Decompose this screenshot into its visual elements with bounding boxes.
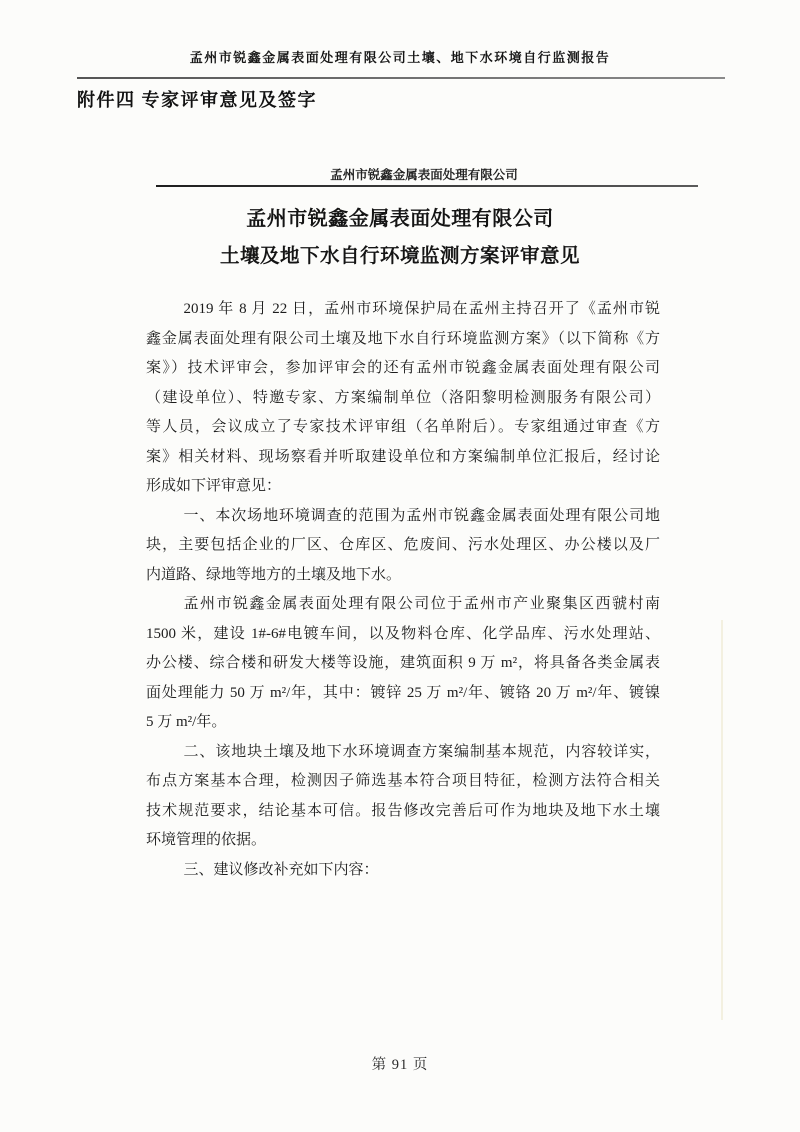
body-text-line: 形成如下评审意见： (146, 478, 282, 494)
letterhead-company-name: 孟州市锐鑫金属表面处理有限公司 (330, 168, 518, 182)
document-title-line2: 土壤及地下水自行环境监测方案评审意见 (219, 246, 580, 267)
header-rule (77, 77, 725, 79)
body-text-line: 办公楼、综合楼和研发大楼等设施，建筑面积 9 万 m²，将具备各类金属表 (146, 655, 660, 671)
body-text-line: 2019 年 8 月 22 日，孟州市环境保护局在孟州主持召开了《孟州市锐 (183, 301, 660, 317)
body-text-line: 技术规范要求，结论基本可信。报告修改完善后可作为地块及地下水土壤 (146, 802, 660, 819)
body-text-line: 案》相关材料、现场察看并听取建设单位和方案编制单位汇报后，经讨论 (146, 448, 660, 465)
body-text-line: 内道路、绿地等地方的土壤及地下水。 (146, 566, 402, 583)
body-text-line: 二、该地块土壤及地下水环境调查方案编制基本规范，内容较详实， (183, 743, 660, 760)
body-text-line: 块，主要包括企业的厂区、仓库区、危废间、污水处理区、办公楼以及厂 (146, 537, 660, 553)
body-text-line: （建设单位）、特邀专家、方案编制单位（洛阳黎明检测服务有限公司） (146, 389, 660, 406)
body-text-line: 鑫金属表面处理有限公司土壤及地下水自行环境监测方案》（以下简称《方 (146, 330, 660, 347)
document-body (146, 295, 660, 885)
body-text-line: 面处理能力 50 万 m²/年，其中：镀锌 25 万 m²/年、镀铬 20 万 m²/年、镀镍 (146, 684, 660, 701)
body-text-line: 布点方案基本合理，检测因子筛选基本符合项目特征，检测方法符合相关 (146, 773, 660, 789)
body-text-line: 孟州市锐鑫金属表面处理有限公司位于孟州市产业聚集区西虢村南 (183, 596, 660, 612)
page-number: 第 91 页 (371, 1057, 429, 1073)
document-title-line1: 孟州市锐鑫金属表面处理有限公司 (246, 208, 554, 230)
body-text-line: 一、本次场地环境调查的范围为孟州市锐鑫金属表面处理有限公司地 (183, 507, 660, 524)
body-text-line: 环境管理的依据。 (146, 832, 267, 848)
body-text-line: 5 万 m²/年。 (146, 714, 227, 730)
scan-artifact-streak (721, 620, 723, 1020)
body-text-line: 1500 米，建设 1#-6#电镀车间，以及物料仓库、化学品库、污水处理站、 (146, 625, 660, 642)
body-text-line: 等人员，会议成立了专家技术评审组（名单附后）。专家组通过审查《方 (146, 419, 660, 435)
body-text-line: 三、建议修改补充如下内容： (183, 861, 379, 878)
letterhead-rule (156, 185, 698, 187)
attachment-heading: 附件四 专家评审意见及签字 (77, 90, 317, 110)
scan-artifact-streak (754, 945, 755, 1132)
running-header: 孟州市锐鑫金属表面处理有限公司土壤、地下水环境自行监测报告 (189, 50, 611, 65)
body-text-line: 案》）技术评审会，参加评审会的还有孟州市锐鑫金属表面处理有限公司 (146, 360, 660, 376)
